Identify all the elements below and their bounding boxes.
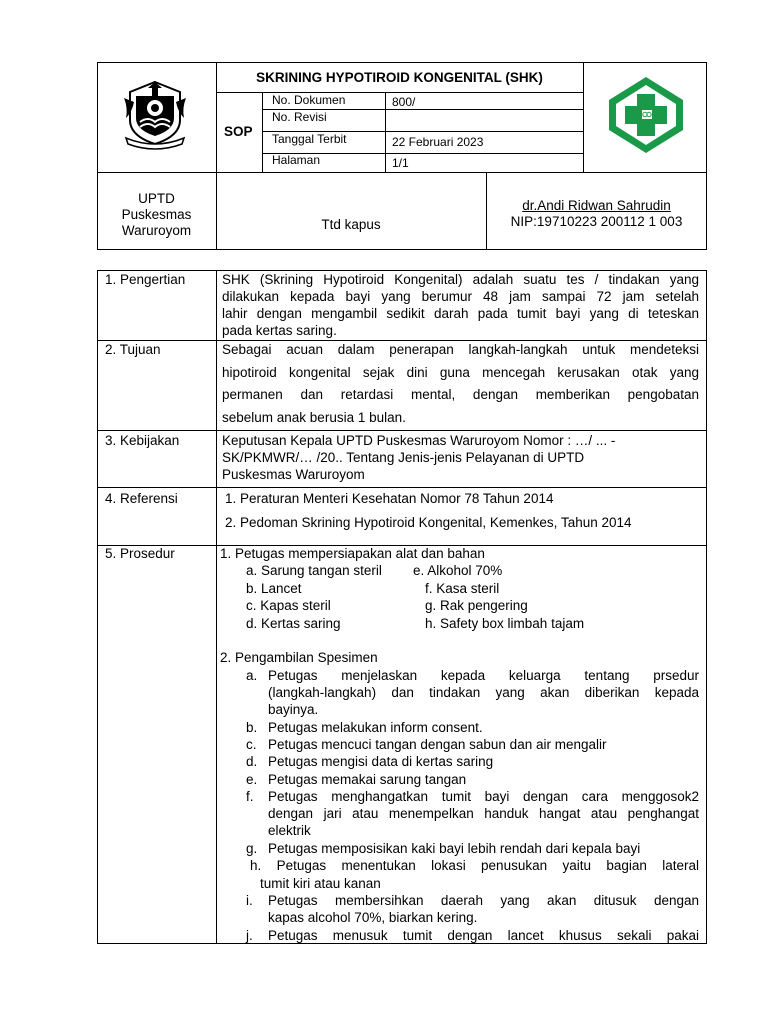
spesimen-j-text: Petugas menusuk tumit dengan lancet khusus sekali pakai (268, 928, 699, 943)
spesimen-b-text: Petugas melakukan inform consent. (268, 720, 483, 735)
unit-name-line-3: Waruroyom (121, 223, 192, 238)
spesimen-f-line-2: dengan jari atau menempelkan handuk hangat atau penghangat (268, 806, 699, 821)
section-label-prosedur: 5. Prosedur (105, 546, 175, 561)
prosedur-step-2-title: 2. Pengambilan Spesimen (220, 650, 378, 665)
spesimen-i-line-1: Petugas membersihkan daerah yang akan ditusuk dengan (268, 893, 699, 908)
tujuan-line-1: Sebagai acuan dalam penerapan langkah-langkah untuk mendeteksi (222, 342, 699, 357)
spesimen-b-marker: b. (246, 720, 258, 735)
pengertian-line-2: dilakukan kepada bayi yang berumur 48 jam sampai 72 jam setelah (222, 289, 699, 304)
spesimen-a-marker: a. (246, 668, 258, 683)
spesimen-c-text: Petugas mencuci tangan dengan sabun dan air mengalir (268, 737, 607, 752)
spesimen-g-marker: g. (246, 841, 258, 856)
referensi-item-2: 2. Pedoman Skrining Hypotiroid Kongenital, Kemenkes, Tahun 2014 (225, 515, 632, 530)
spesimen-f-line-1: Petugas menghangatkan tumit bayi dengan cara menggosok2 (268, 789, 699, 804)
sop-label: SOP (224, 124, 253, 139)
alat-item-f: f. Kasa steril (425, 581, 500, 596)
section-label-kebijakan: 3. Kebijakan (105, 433, 180, 448)
meta-label-no-dokumen: No. Dokumen (272, 93, 346, 107)
alat-item-b: b. Lancet (246, 581, 302, 596)
meta-value-no-dokumen: 800/ (392, 95, 416, 109)
document-title: SKRINING HYPOTIROID KONGENITAL (SHK) (256, 70, 543, 85)
alat-item-a: a. Sarung tangan steril (246, 563, 382, 578)
unit-name-line-1: UPTD (138, 191, 175, 206)
regional-emblem-logo (122, 78, 188, 150)
spesimen-f-marker: f. (246, 789, 254, 804)
kebijakan-line-3: Puskesmas Waruroyom (222, 467, 365, 482)
kebijakan-line-2: SK/PKMWR/… /20.. Tentang Jenis-jenis Pelayanan di UPTD (222, 450, 585, 465)
spesimen-e-text: Petugas memakai sarung tangan (268, 772, 467, 787)
puskesmas-logo (606, 74, 686, 156)
meta-label-tanggal-terbit: Tanggal Terbit (272, 132, 347, 146)
meta-label-no-revisi: No. Revisi (272, 110, 327, 124)
section-label-referensi: 4. Referensi (105, 491, 178, 506)
signature-placeholder: Ttd kapus (321, 217, 381, 232)
spesimen-d-text: Petugas mengisi data di kertas saring (268, 754, 494, 769)
meta-label-halaman: Halaman (272, 153, 321, 167)
kebijakan-line-1: Keputusan Kepala UPTD Puskesmas Waruroyom Nomor : …/ ... - (222, 433, 616, 448)
spesimen-i-line-2: kapas alcohol 70%, biarkan kering. (268, 910, 478, 925)
referensi-item-1: 1. Peraturan Menteri Kesehatan Nomor 78 Tahun 2014 (225, 491, 554, 506)
spesimen-c-marker: c. (246, 737, 257, 752)
spesimen-j-marker: j. (246, 928, 253, 943)
section-label-tujuan: 2. Tujuan (105, 342, 161, 357)
spesimen-e-marker: e. (246, 772, 258, 787)
meta-value-tanggal-terbit: 22 Februari 2023 (392, 135, 484, 149)
spesimen-f-line-3: elektrik (268, 823, 311, 838)
spesimen-h-line-1: h. Petugas menentukan lokasi penusukan yaitu bagian lateral (250, 858, 699, 873)
spesimen-a-line-3: bayinya. (268, 702, 319, 717)
signer-nip: NIP:19710223 200112 1 003 (510, 214, 683, 229)
alat-item-c: c. Kapas steril (246, 598, 331, 613)
pengertian-line-1: SHK (Skrining Hypotiroid Kongenital) adalah suatu tes / tindakan yang (222, 272, 699, 287)
spesimen-a-line-2: (langkah-langkah) dan tindakan yang akan diberikan kepada (268, 685, 699, 700)
signer-name: dr.Andi Ridwan Sahrudin (522, 198, 671, 213)
tujuan-line-3: permanen dan retardasi mental, dengan memberikan pengobatan (222, 387, 699, 402)
meta-value-halaman: 1/1 (392, 156, 409, 170)
alat-item-e: e. Alkohol 70% (413, 563, 503, 578)
spesimen-d-marker: d. (246, 754, 258, 769)
section-label-pengertian: 1. Pengertian (105, 272, 186, 287)
spesimen-h-line-2: tumit kiri atau kanan (260, 876, 381, 891)
tujuan-line-2: hipotiroid kongenital sejak dini guna mencegah kerusakan otak yang (222, 365, 699, 380)
spesimen-g-text: Petugas memposisikan kaki bayi lebih rendah dari kepala bayi (268, 841, 641, 856)
pengertian-line-4: pada kertas saring. (222, 323, 337, 338)
spesimen-i-marker: i. (246, 893, 253, 908)
alat-item-d: d. Kertas saring (246, 616, 341, 631)
alat-item-h: h. Safety box limbah tajam (425, 616, 585, 631)
prosedur-step-1-title: 1. Petugas mempersiapakan alat dan bahan (220, 546, 485, 561)
alat-item-g: g. Rak pengering (425, 598, 528, 613)
unit-name-line-2: Puskesmas (121, 207, 192, 222)
spesimen-a-line-1: Petugas menjelaskan kepada keluarga tentang prsedur (268, 668, 699, 683)
pengertian-line-3: lahir dengan mengambil sedikit darah pada tumit bayi yang di teteskan (222, 306, 699, 321)
tujuan-line-4: sebelum anak berusia 1 bulan. (222, 410, 406, 425)
